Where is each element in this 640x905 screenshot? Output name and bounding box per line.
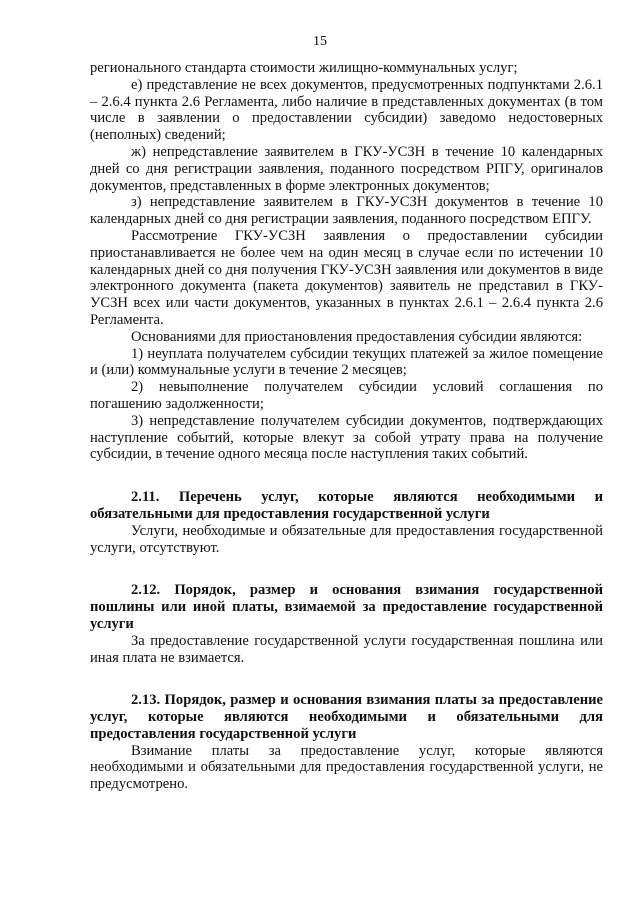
paragraph-ground-1: 1) неуплата получателем субсидии текущих платежей за жилое помещение и (или) коммунальные услуги в течение 2 месяцев; — [90, 345, 603, 379]
paragraph-suspension-review: Рассмотрение ГКУ-УСЗН заявления о предоставлении субсидии приостанавливается не более чем на один месяц в случае если по истечении 10 календарных дней со дня получения ГКУ-УСЗН заявления или документов в виде электронного документа (пакета документов) заявитель не представил в ГКУ-УСЗН всех или части документов, указанных в пунктах 2.6.1 – 2.6.4 пункта 2.6 Регламента. — [90, 227, 603, 328]
page-number: 15 — [313, 34, 327, 49]
document-body — [90, 60, 603, 793]
section-heading-2-12: 2.12. Порядок, размер и основания взимания государственной пошлины или иной платы, взимаемой за предоставление государственной услуги — [90, 582, 603, 632]
paragraph-item-zh: ж) непредставление заявителем в ГКУ-УСЗН в течение 10 календарных дней со дня регистрации заявления, поданного посредством РПГУ, оригиналов документов, представленных в форме электронных документов; — [90, 143, 603, 194]
paragraph-item-e: е) представление не всех документов, предусмотренных подпунктами 2.6.1 – 2.6.4 пункта 2.6 Регламента, либо наличие в представленных документах (в том числе в заявлении о предоставлении субсидии) заведомо недостоверных (неполных) сведений; — [90, 76, 603, 144]
section-heading-2-11: 2.11. Перечень услуг, которые являются необходимыми и обязательными для предоставления государственной услуги — [90, 489, 603, 522]
section-heading-2-13: 2.13. Порядок, размер и основания взимания платы за предоставление услуг, которые являются необходимыми и обязательными для предоставления государственной услуги — [90, 692, 603, 742]
paragraph-ground-3: 3) непредставление получателем субсидии документов, подтверждающих наступление событий, которые влекут за собой утрату права на получение субсидии, в течение одного месяца после наступления таких событий. — [90, 412, 603, 463]
paragraph-regional-standard: регионального стандарта стоимости жилищно-коммунальных услуг; — [90, 60, 518, 76]
section-body-2-13: Взимание платы за предоставление услуг, которые являются необходимыми и обязательными для предоставления государственной услуги, не предусмотрено. — [90, 742, 603, 793]
paragraph-ground-2: 2) невыполнение получателем субсидии условий соглашения по погашению задолженности; — [90, 379, 603, 412]
section-body-2-11: Услуги, необходимые и обязательные для предоставления государственной услуги, отсутствуют. — [90, 522, 603, 556]
paragraph-suspension-grounds: Основаниями для приостановления предоставления субсидии являются: — [131, 328, 583, 345]
paragraph-item-z: з) непредставление заявителем в ГКУ-УСЗН документов в течение 10 календарных дней со дня регистрации заявления, поданного посредством ЕПГУ. — [90, 194, 603, 228]
section-body-2-12: За предоставление государственной услуги государственная пошлина или иная плата не взимается. — [90, 632, 603, 666]
